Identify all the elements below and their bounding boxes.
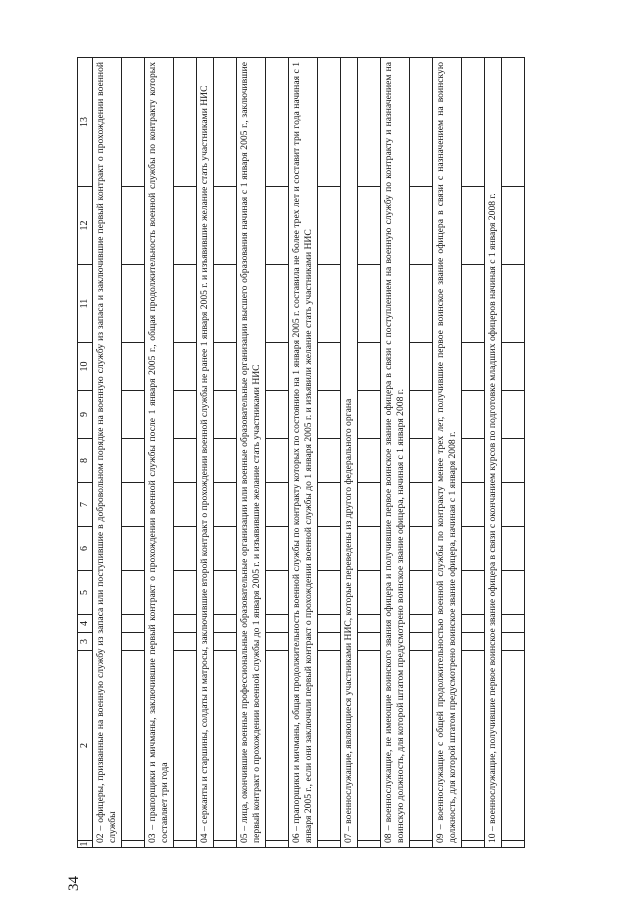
category-description: 03 – прапорщики и мичманы, заключившие первый контракт о прохождении военной службы после 1 января 2005 г., общая продолжительность военной службы по контракту которых составляет три года <box>145 58 174 848</box>
data-cell <box>174 527 197 571</box>
data-cell <box>122 343 145 391</box>
data-cell <box>318 651 341 841</box>
data-cell <box>266 187 289 265</box>
data-cell <box>462 571 485 615</box>
category-description: 06 – прапорщики и мичманы, общая продолжительность военной службы по контракту которых по состоянию на 1 января 2005 г. составила не более трех лет и составит три года начиная с 1 января 2005 г., если они заключили первый контракт о прохождении военной службы до 1 января 2005 г. и изъявили желание стать участниками НИС <box>289 58 318 848</box>
data-cell <box>122 483 145 527</box>
data-cell <box>122 391 145 439</box>
data-cell <box>410 58 433 187</box>
data-cell <box>214 439 237 483</box>
data-cell <box>214 571 237 615</box>
data-cell <box>462 58 485 187</box>
data-cell <box>358 651 381 841</box>
data-cell <box>462 615 485 633</box>
data-cell <box>358 343 381 391</box>
category-description: 09 – военнослужащие с общей продолжительностью военной службы по контракту менее трех лет, получившие первое воинское звание офицера в связи с назначением на воинскую должность, для которой штатом предусмотрено воинское звание офицера, начиная с 1 января 2008 г. <box>433 58 462 848</box>
column-header: 13 <box>78 58 93 187</box>
data-cell <box>462 265 485 343</box>
data-cell <box>502 483 525 527</box>
data-cell <box>462 527 485 571</box>
data-cell <box>358 187 381 265</box>
data-cell <box>502 633 525 651</box>
data-cell <box>266 343 289 391</box>
data-cell <box>502 343 525 391</box>
column-header: 6 <box>78 527 93 571</box>
column-header: 2 <box>78 651 93 841</box>
data-cell <box>358 265 381 343</box>
data-cell <box>462 483 485 527</box>
data-cell <box>358 439 381 483</box>
data-cell <box>462 391 485 439</box>
data-cell <box>174 633 197 651</box>
data-cell <box>214 343 237 391</box>
data-cell <box>122 439 145 483</box>
data-cell <box>214 187 237 265</box>
data-cell <box>502 187 525 265</box>
category-row <box>485 58 502 848</box>
category-data-row <box>174 58 197 848</box>
category-description: 07 – военнослужащие, являющиеся участниками НИС, которые переведены из другого федерального органа <box>341 58 358 848</box>
data-cell <box>502 265 525 343</box>
data-cell <box>266 841 289 848</box>
data-cell <box>174 571 197 615</box>
data-cell <box>358 571 381 615</box>
column-header: 11 <box>78 265 93 343</box>
data-cell <box>410 615 433 633</box>
data-cell <box>318 483 341 527</box>
category-data-row <box>502 58 525 848</box>
column-header: 10 <box>78 343 93 391</box>
category-row <box>93 58 122 848</box>
data-cell <box>122 615 145 633</box>
data-cell <box>214 841 237 848</box>
data-cell <box>462 187 485 265</box>
data-cell <box>122 58 145 187</box>
category-description: 08 – военнослужащие, не имеющие воинского звания офицера и получившие первое воинское звание офицера в связи с поступлением на военную службу по контракту и назначением на воинскую должность, для которой штатом предусмотрено воинское звание офицера, начиная с 1 января 2008 г. <box>381 58 410 848</box>
category-row <box>145 58 174 848</box>
data-cell <box>462 439 485 483</box>
category-data-row <box>318 58 341 848</box>
category-row <box>289 58 318 848</box>
data-cell <box>410 343 433 391</box>
column-header: 3 <box>78 633 93 651</box>
data-cell <box>122 265 145 343</box>
data-cell <box>174 841 197 848</box>
data-cell <box>318 58 341 187</box>
category-row <box>381 58 410 848</box>
data-cell <box>266 615 289 633</box>
data-cell <box>266 391 289 439</box>
column-header: 1 <box>78 841 93 848</box>
data-cell <box>410 841 433 848</box>
data-cell <box>174 615 197 633</box>
category-data-row <box>122 58 145 848</box>
column-header: 5 <box>78 571 93 615</box>
form-table <box>77 57 525 848</box>
category-data-row <box>266 58 289 848</box>
data-cell <box>358 58 381 187</box>
data-cell <box>410 265 433 343</box>
data-cell <box>410 633 433 651</box>
data-cell <box>214 651 237 841</box>
category-row <box>433 58 462 848</box>
category-row <box>197 58 214 848</box>
data-cell <box>174 187 197 265</box>
data-cell <box>318 265 341 343</box>
data-cell <box>174 651 197 841</box>
data-cell <box>410 651 433 841</box>
data-cell <box>358 483 381 527</box>
data-cell <box>462 651 485 841</box>
data-cell <box>502 571 525 615</box>
data-cell <box>358 527 381 571</box>
data-cell <box>410 391 433 439</box>
data-cell <box>410 187 433 265</box>
data-cell <box>174 439 197 483</box>
data-cell <box>214 483 237 527</box>
data-cell <box>266 483 289 527</box>
data-cell <box>502 841 525 848</box>
data-cell <box>318 615 341 633</box>
data-cell <box>214 527 237 571</box>
data-cell <box>122 571 145 615</box>
data-cell <box>358 841 381 848</box>
column-number-row <box>78 58 93 848</box>
data-cell <box>214 58 237 187</box>
data-cell <box>122 841 145 848</box>
category-row <box>237 58 266 848</box>
data-cell <box>318 841 341 848</box>
data-cell <box>266 651 289 841</box>
data-cell <box>174 483 197 527</box>
data-cell <box>174 58 197 187</box>
data-cell <box>358 391 381 439</box>
data-cell <box>122 187 145 265</box>
data-cell <box>318 571 341 615</box>
data-cell <box>410 439 433 483</box>
data-cell <box>266 58 289 187</box>
data-cell <box>410 483 433 527</box>
data-cell <box>318 343 341 391</box>
data-cell <box>502 391 525 439</box>
data-cell <box>214 265 237 343</box>
category-data-row <box>410 58 433 848</box>
data-cell <box>410 527 433 571</box>
data-cell <box>462 841 485 848</box>
column-header: 12 <box>78 187 93 265</box>
data-cell <box>502 58 525 187</box>
category-description: 10 – военнослужащие, получившие первое воинское звание офицера в связи с окончанием курсов по подготовке младших офицеров начиная с 1 января 2008 г. <box>485 58 502 848</box>
data-cell <box>266 265 289 343</box>
column-header: 7 <box>78 483 93 527</box>
column-header: 9 <box>78 391 93 439</box>
data-cell <box>174 391 197 439</box>
data-cell <box>502 439 525 483</box>
data-cell <box>122 527 145 571</box>
data-cell <box>462 343 485 391</box>
category-data-row <box>214 58 237 848</box>
column-header: 8 <box>78 439 93 483</box>
category-data-row <box>462 58 485 848</box>
category-row <box>341 58 358 848</box>
data-cell <box>410 571 433 615</box>
data-cell <box>318 439 341 483</box>
data-cell <box>358 615 381 633</box>
data-cell <box>318 187 341 265</box>
data-cell <box>266 439 289 483</box>
data-cell <box>174 265 197 343</box>
data-cell <box>214 633 237 651</box>
data-cell <box>502 651 525 841</box>
data-cell <box>214 391 237 439</box>
data-cell <box>266 527 289 571</box>
category-description: 05 – лица, окончившие военные профессиональные образовательные организации или военные образовательные организации высшего образования начиная с 1 января 2005 г., заключившие первый контракт о прохождении военной службы до 1 января 2005 г. и изъявившие желание стать участниками НИС <box>237 58 266 848</box>
data-cell <box>318 633 341 651</box>
data-cell <box>266 633 289 651</box>
data-cell <box>122 633 145 651</box>
data-cell <box>502 615 525 633</box>
data-cell <box>214 615 237 633</box>
data-cell <box>122 651 145 841</box>
data-cell <box>266 571 289 615</box>
data-cell <box>318 391 341 439</box>
column-header: 4 <box>78 615 93 633</box>
data-cell <box>318 527 341 571</box>
category-description: 02 – офицеры, призванные на военную службу из запаса или поступившие в добровольном порядке на военную службу из запаса и заключившие первый контракт о прохождении военной службы <box>93 58 122 848</box>
data-cell <box>502 527 525 571</box>
data-cell <box>174 343 197 391</box>
category-data-row <box>358 58 381 848</box>
data-cell <box>358 633 381 651</box>
data-cell <box>462 633 485 651</box>
page-number: 34 <box>66 876 82 891</box>
category-description: 04 – сержанты и старшины, солдаты и матросы, заключившие второй контракт о прохождении военной службы не ранее 1 января 2005 г. и изъявившие желание стать участниками НИС <box>197 58 214 848</box>
rotated-form-table <box>77 58 582 848</box>
